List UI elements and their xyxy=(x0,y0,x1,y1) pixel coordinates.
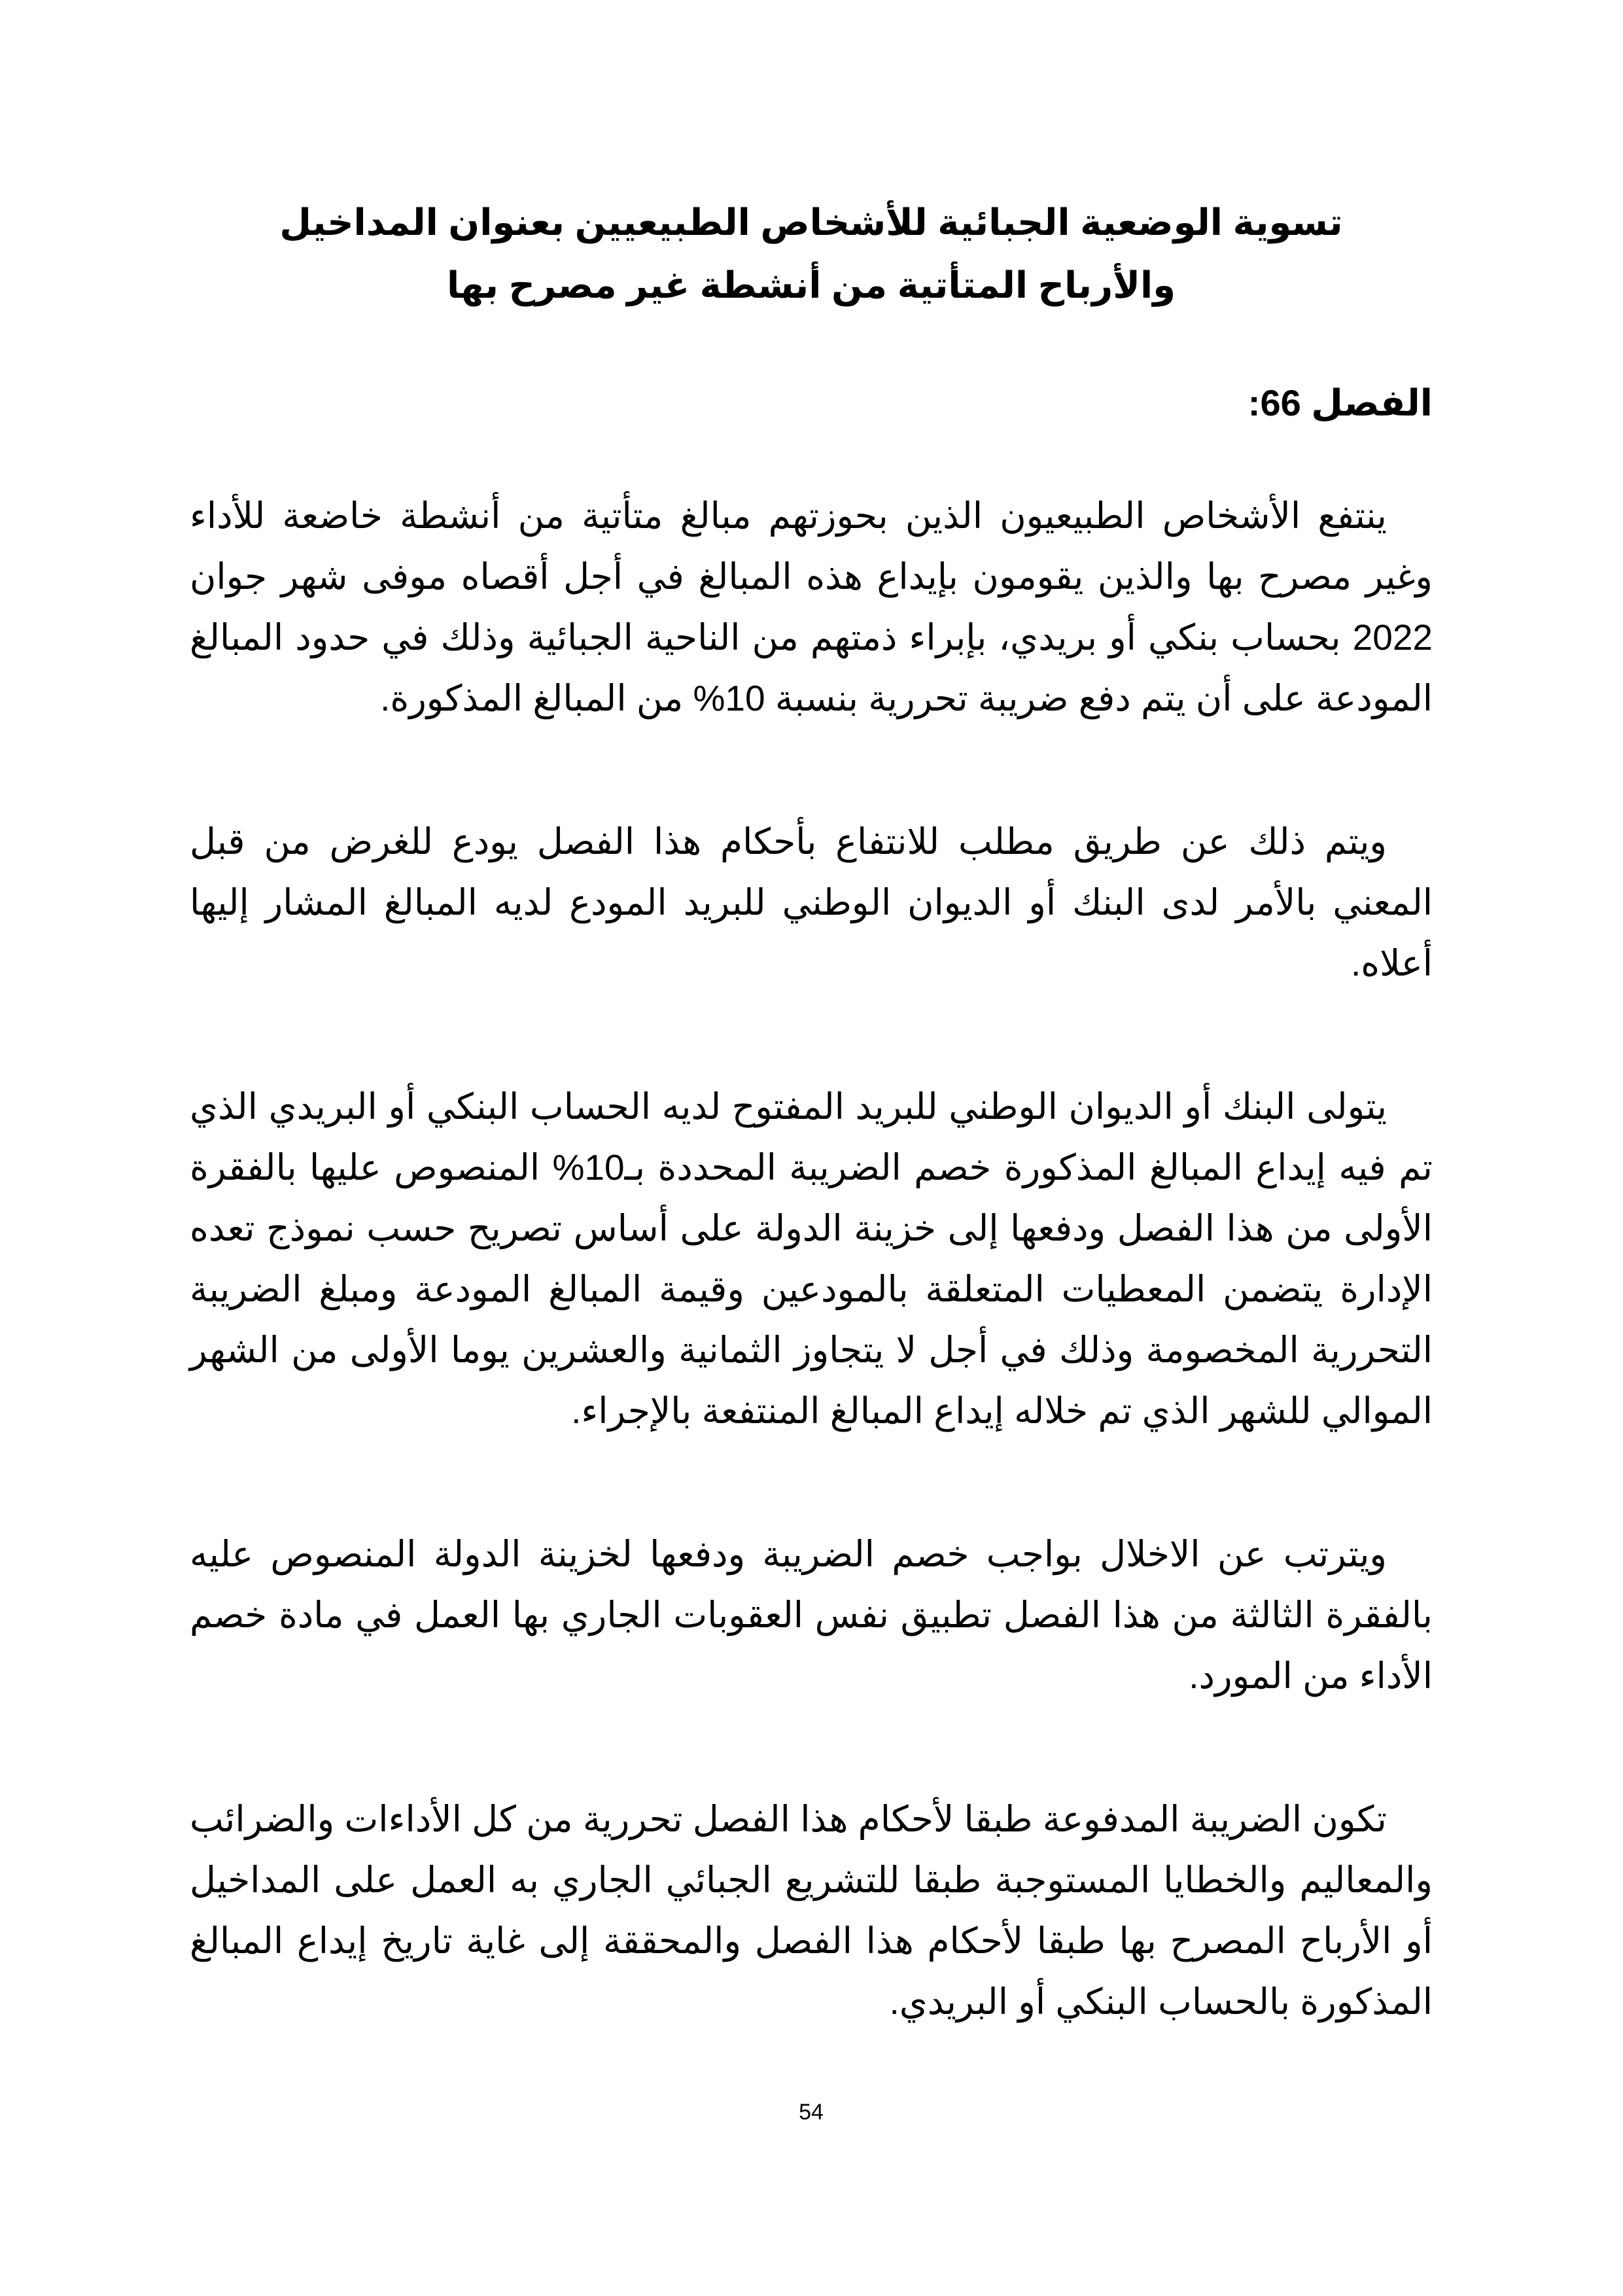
paragraph-2: ويتم ذلك عن طريق مطلب للانتفاع بأحكام هذا الفصل يودع للغرض من قبل المعني بالأمر لدى البنك أو الديوان الوطني للبريد المودع لديه المبالغ المشار إليها أعلاه. xyxy=(190,821,1433,983)
document-title xyxy=(190,191,1433,317)
document-page xyxy=(190,0,1433,2296)
page-number: 54 xyxy=(799,2100,824,2125)
body-text xyxy=(190,486,1433,2115)
paragraph-1: ينتفع الأشخاص الطبيعيون الذين بحوزتهم مبالغ متأتية من أنشطة خاضعة للأداء وغير مصرح بها والذين يقومون بإيداع هذه المبالغ في أجل أقصاه موفى شهر جوان 2022 بحساب بنكي أو بريدي، بإبراء ذمتهم من الناحية الجبائية وذلك في حدود المبالغ المودعة على أن يتم دفع ضريبة تحررية بنسبة 10% من المبالغ المذكورة. xyxy=(190,495,1433,718)
paragraph-3: يتولى البنك أو الديوان الوطني للبريد المفتوح لديه الحساب البنكي أو البريدي الذي تم فيه إيداع المبالغ المذكورة خصم الضريبة المحددة بـ10% المنصوص عليها بالفقرة الأولى من هذا الفصل ودفعها إلى خزينة الدولة على أساس تصريح حسب نموذج تعده الإدارة يتضمن المعطيات المتعلقة بالمودعين وقيمة المبالغ المودعة ومبلغ الضريبة التحررية المخصومة وذلك في أجل لا يتجاوز الثمانية والعشرين يوما الأولى من الشهر الموالي للشهر الذي تم خلاله إيداع المبالغ المنتفعة بالإجراء. xyxy=(190,1086,1433,1431)
paragraph-5: تكون الضريبة المدفوعة طبقا لأحكام هذا الفصل تحررية من كل الأداءات والضرائب والمعاليم والخطايا المستوجبة طبقا للتشريع الجبائي الجاري به العمل على المداخيل أو الأرباح المصرح بها طبقا لأحكام هذا الفصل والمحققة إلى غاية تاريخ إيداع المبالغ المذكورة بالحساب البنكي أو البريدي. xyxy=(190,1799,1433,2022)
section-heading: الفصل 66: xyxy=(1248,382,1433,423)
title-line-2: والأرباح المتأتية من أنشطة غير مصرح بها xyxy=(446,264,1176,306)
paragraph-4: ويترتب عن الاخلال بواجب خصم الضريبة ودفعها لخزينة الدولة المنصوص عليه بالفقرة الثالثة من هذا الفصل تطبيق نفس العقوبات الجاري بها العمل في مادة خصم الأداء من المورد. xyxy=(190,1534,1433,1696)
title-line-1: تسوية الوضعية الجبائية للأشخاص الطبيعيين بعنوان المداخيل xyxy=(279,202,1343,243)
